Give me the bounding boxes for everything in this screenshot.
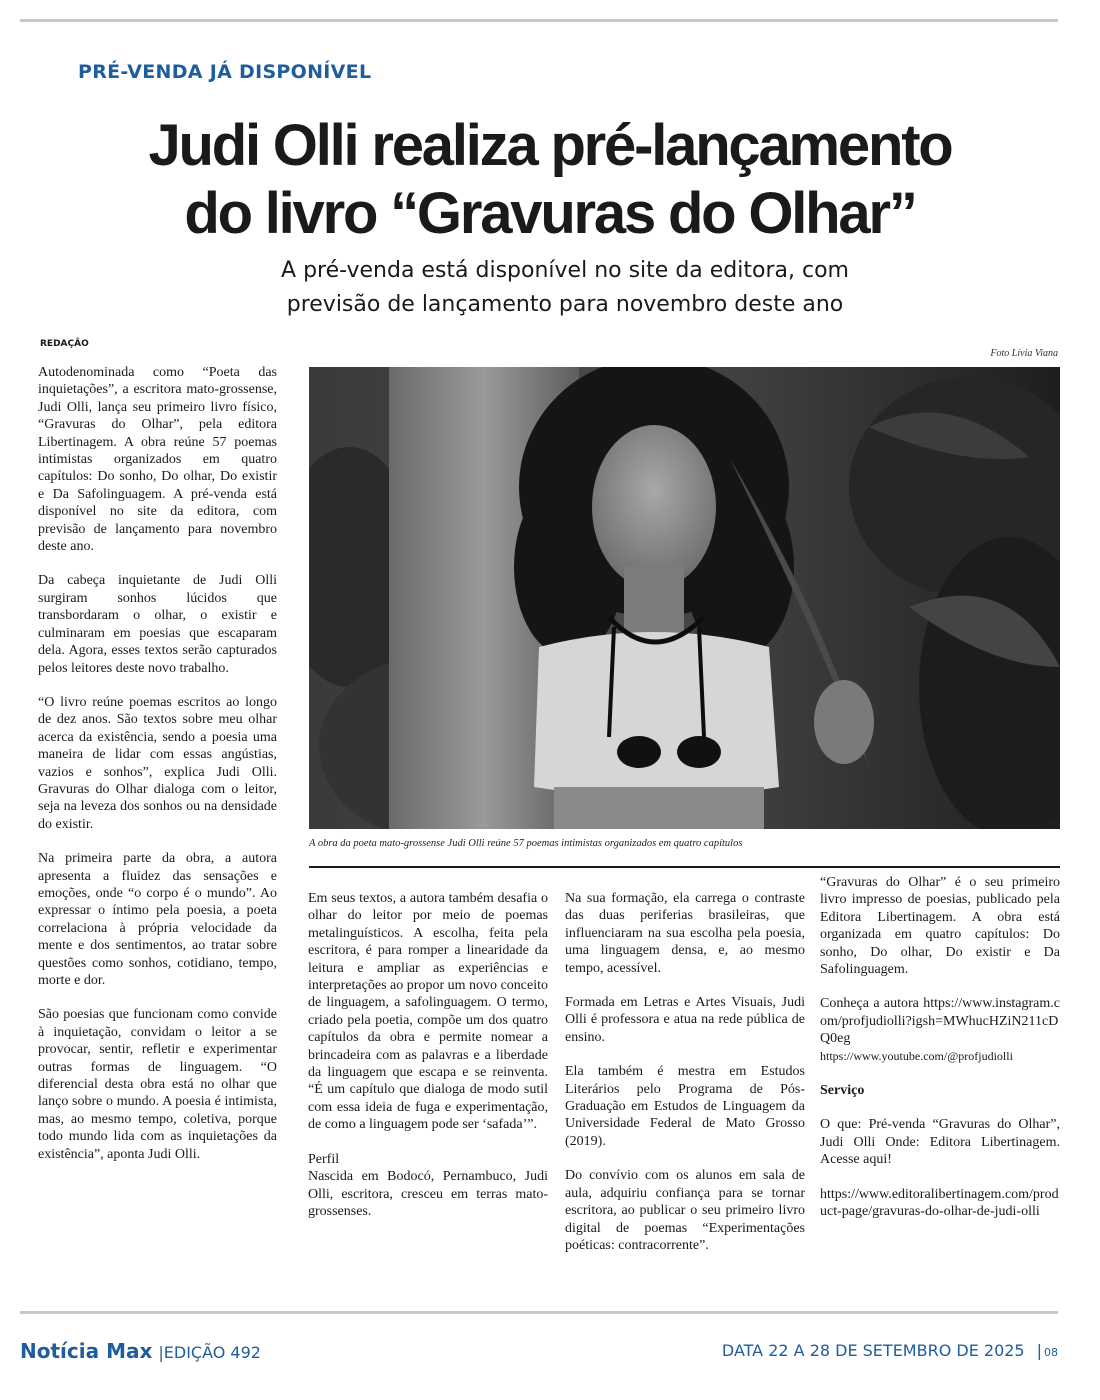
paragraph: Na sua formação, ela carrega o contraste das duas periferias brasileiras, que influenciaram na sua escolha pela poesia, uma linguagem densa, e, ao mesmo tempo, acessível. [565,891,805,976]
subheadline-line-1: A pré-venda está disponível no site da editora, com [281,258,849,283]
paragraph: “Gravuras do Olhar” é o seu primeiro livro impresso de poesias, publicado pela Editora Libertinagem. A obra está organizada em quatro capítulos: Do sonho, Do olhar, Do existir e Da Safolinguagem. [820,875,1060,978]
paragraph: Formada em Letras e Artes Visuais, Judi Olli é professora e atua na rede pública de ensino. [565,995,805,1045]
photo-caption: A obra da poeta mato-grossense Judi Olli reúne 57 poemas intimistas organizados em quatro capítulos [309,838,743,849]
paragraph: Autodenominada como “Poeta das inquietações”, a escritora mato-grossense, Judi Olli, lança seu primeiro livro físico, “Gravuras do Olhar”, pela editora Libertinagem. A obra reúne 57 poemas intimistas organizados em quatro capítulos: Do sonho, Do olhar, Do existir e Da Safolinguagem. A pré-venda está disponível no site da editora, com previsão de lançamento para novembro deste ano. [38,365,277,555]
section-heading-servico: Serviço [820,1083,865,1099]
editora-link[interactable]: https://www.editoralibertinagem.com/product-page/gravuras-do-olhar-de-judi-olli [820,1186,1059,1220]
kicker: PRÉ-VENDA JÁ DISPONÍVEL [78,61,372,83]
paragraph: Da cabeça inquietante de Judi Olli surgiram sonhos lúcidos que transbordaram o olhar, o existir e culminaram em poesias que escaparam dela. Agora, esses textos serão capturados pelos leitores deste novo trabalho. [38,573,277,676]
headline-line-2: do livro “Gravuras do Olhar” [184,181,916,246]
photo-illustration [309,367,1060,829]
subheadline-line-2: previsão de lançamento para novembro deste ano [286,292,844,317]
headline [40,112,1060,248]
caption-divider [309,866,1060,868]
paragraph: Em seus textos, a autora também desafia o olhar do leitor por meio de poemas metalinguísticos. A escolha, feita pela escritora, é para romper a linearidade da leitura e ampliar as experiências e interpretações ao propor um novo conceito de linguagem, a safolinguagem. O termo, criado pela poetia, compõe um dos quatro capítulos da obra e permite nomear a brincadeira com as palavras e a liberdade da linguagem que escapa e se reinventa. “É um capítulo que dialoga de modo sutil com essa ideia de fuga e experimentação, de como a linguagem pode ser ‘safada’”. [308,891,548,1133]
issue-date: DATA 22 A 28 DE SETEMBRO DE 2025 [721,1341,1025,1360]
photo-credit: Foto Lívia Viana [990,348,1058,359]
paragraph: São poesias que funcionam como convide à inquietação, convidam o leitor a se provocar, sentir, refletir e experimentar outras formas de linguagem. “O diferencial desta obra está no olhar que lanço sobre o mundo. A poesia é intimista, mas, ao mesmo tempo, coletiva, porque todo mundo lida com as inquietações da existência”, aponta Judi Olli. [38,1007,277,1162]
author-photo [309,367,1060,829]
instagram-link[interactable]: Conheça a autora https://www.instagram.com/profjudiolli?igsh=MWhucHZiN211cDQ0eg [820,996,1060,1047]
footer-brand [20,1339,261,1363]
paragraph: O que: Pré-venda “Gravuras do Olhar”, Judi Olli Onde: Editora Libertinagem. Acesse aqui! [820,1117,1060,1168]
article-column-3 [565,890,805,1254]
edition-number: |EDIÇÃO 492 [158,1343,261,1362]
headline-line-1: Judi Olli realiza pré-lançamento [148,113,952,178]
paragraph: Do convívio com os alunos em sala de aula, adquiriu confiança para se tornar escritora, ao publicar o seu primeiro livro digital de poemas “Experimentações poéticas: contracorrente”. [565,1168,805,1253]
footer-date [722,1341,1058,1360]
footer-separator: | [1036,1341,1042,1360]
publication-name: Notícia Max [20,1339,153,1363]
top-rule [20,19,1058,22]
subheadline [160,254,970,322]
paragraph: “O livro reúne poemas escritos ao longo de dez anos. São textos sobre meu olhar acerca da existência, sendo a poesia uma maneira de lidar com essas angústias, vazios e sonhos”, explica Judi Olli. Gravuras do Olhar dialoga com o leitor, seja na leveza dos sonhos ou na densidade do existir. [38,694,277,832]
article-column-1 [38,364,277,1163]
page-number: 08 [1044,1346,1058,1359]
bottom-rule [20,1311,1058,1314]
paragraph: Nascida em Bodocó, Pernambuco, Judi Olli, escritora, cresceu em terras mato-grossenses. [308,1169,548,1219]
section-heading-perfil: Perfil [308,1151,340,1167]
youtube-link[interactable]: https://www.youtube.com/@profjudiolli [820,1048,1013,1063]
article-column-2 [308,890,548,1220]
byline: REDAÇÃO [40,339,89,349]
paragraph: Ela também é mestra em Estudos Literários pelo Programa de Pós-Graduação em Estudos de Linguagem da Universidade Federal de Mato Grosso (2019). [565,1064,805,1149]
paragraph: Na primeira parte da obra, a autora apresenta a fluidez das sensações e emoções, onde “o corpo é o mundo”. Ao expressar o íntimo pela poesia, a poeta correlaciona à própria velocidade da mente e dos sentimentos, ao tratar sobre questões como sonhos, cotidiano, tempo, morte e dor. [38,851,277,988]
article-column-4 [820,874,1060,1221]
